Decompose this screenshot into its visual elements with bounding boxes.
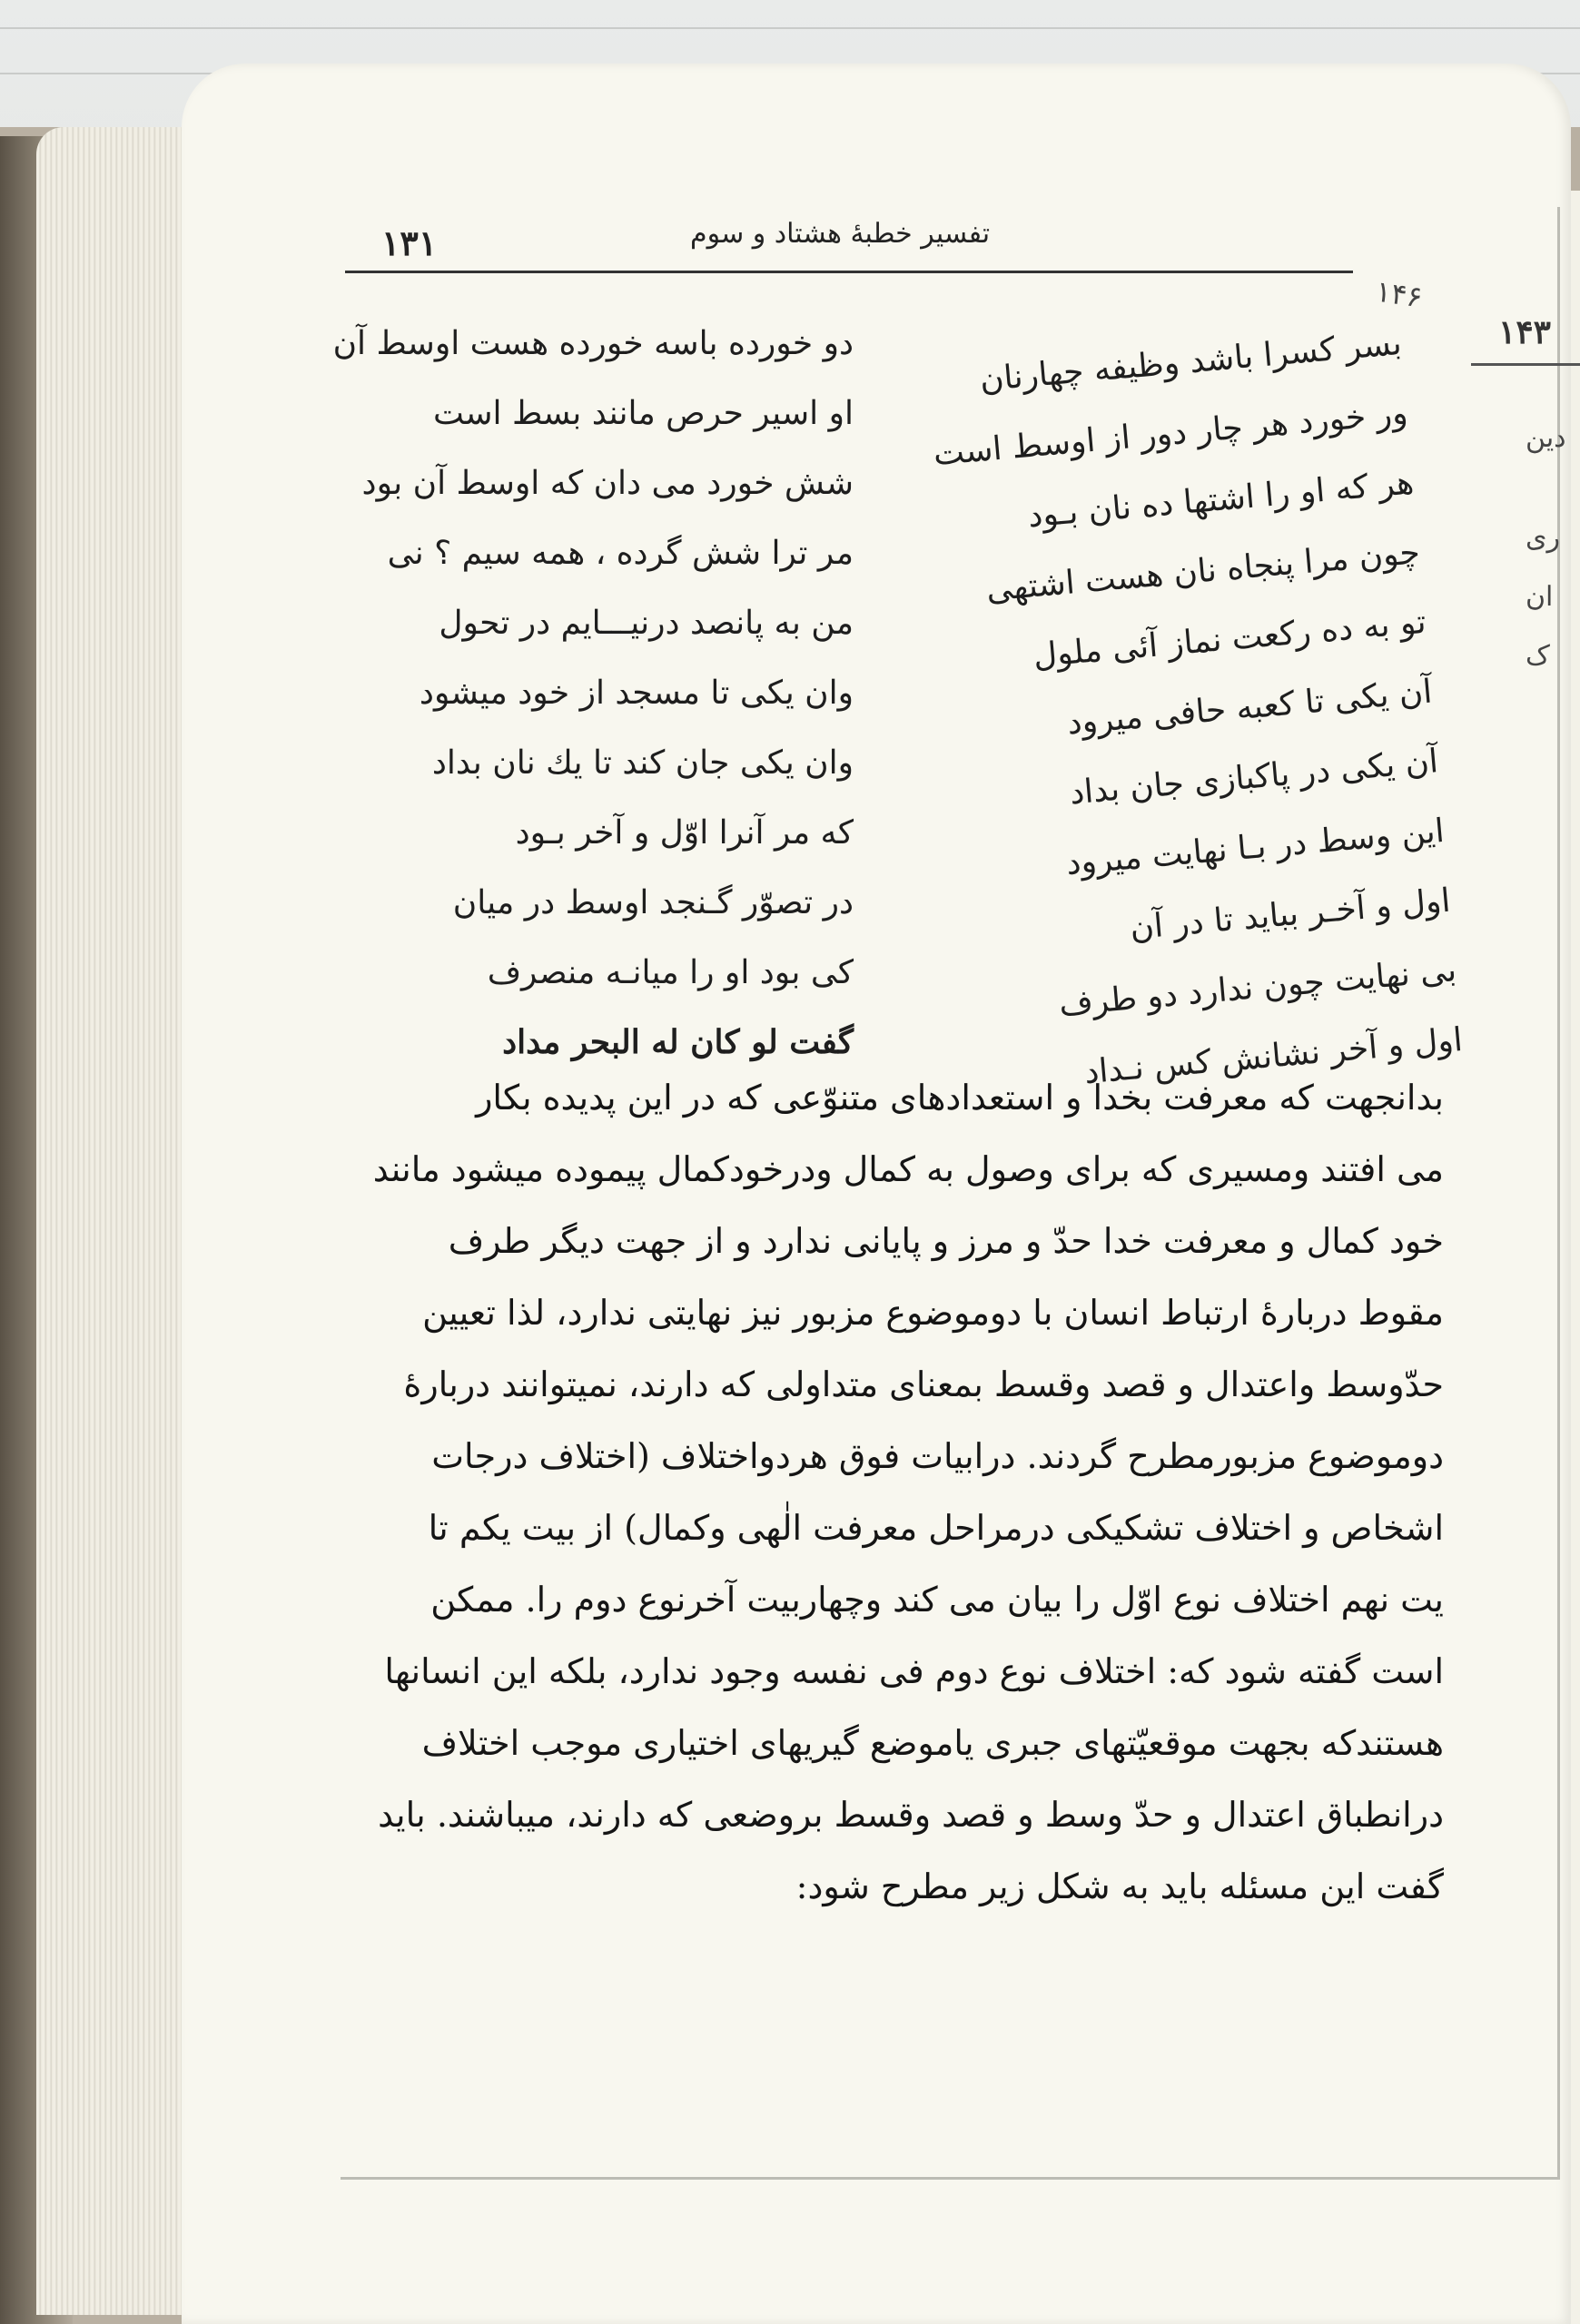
verse-line: بسر کسرا باشد وظیفه چهارنان: [978, 324, 1404, 399]
verse-line: مر ترا شش گرده ، همه سیم ؟ نی: [387, 535, 854, 572]
next-page-number: ۱۴۳: [1498, 313, 1552, 351]
verse-line: وان یکی تا مسجد از خود میشود: [419, 675, 854, 712]
next-page-fragment: ک: [1526, 640, 1550, 672]
verse-line: گفت لو کان له البحر مداد: [502, 1023, 854, 1061]
prose-line: است گفته شود که: اختلاف نوع دوم فی نفسه وجود ندارد، بلکه این انسانها: [384, 1651, 1444, 1691]
verse-line: وان یکی جان کند تا یك نان بداد: [431, 744, 854, 782]
verse-line: در تصوّر گـنجد اوسط در میان: [452, 884, 854, 921]
verse-line: آن یکی تا کعبه حافی میرود: [1065, 673, 1434, 743]
verse-line: آن یکی در پاکبازی جان بداد: [1068, 743, 1440, 812]
next-page-fragment: ری: [1526, 522, 1560, 554]
header-rule: [345, 271, 1353, 273]
next-page-rule: [1471, 363, 1580, 366]
poem-left-column: [332, 309, 854, 1078]
prose-line: بدانجهت که معرفت بخدا و استعدادهای متنوّعی که در این پدیده بکار: [476, 1078, 1444, 1118]
verse-line: کی بود او را میانـه منصرف: [487, 954, 854, 991]
poem-right-column: [928, 309, 1466, 1116]
verse-line: ور خورد هر چار دور از اوسط است: [932, 394, 1409, 474]
margin-note: ۱۴۶: [1373, 273, 1425, 315]
next-page-fragment: ان: [1526, 581, 1554, 613]
verse-line: اول و آخـر بباید تا در آن: [1128, 881, 1452, 948]
next-page-fragment: دين: [1526, 422, 1566, 454]
prose-line: گفت این مسئله باید به شکل زیر مطرح شود:: [795, 1866, 1444, 1906]
prose-line: یت نهم اختلاف نوع اوّل را بیان می کند وچهاربیت آخرنوع دوم را. ممکن: [430, 1580, 1444, 1620]
prose-line: می افتند ومسیری که برای وصول به کمال ودرخودکمال پیموده میشود مانند: [372, 1149, 1444, 1189]
verse-line: چون مرا پنجاه نان هست اشتهی: [984, 534, 1422, 609]
verse-line: بی نهایت چون ندارد دو طرف: [1057, 951, 1458, 1024]
background-line: [0, 27, 1580, 29]
page-number: ۱۳۱: [381, 222, 438, 263]
verse-line: دو خورده باسه خورده هست اوسط آن: [332, 325, 854, 362]
verse-line: که مر آنرا اوّل و آخر بـود: [515, 814, 854, 852]
prose-line: دوموضوع مزبورمطرح گردند. درابیات فوق هردواختلاف (اختلاف درجات: [431, 1436, 1444, 1476]
verse-line: اول و آخر نشانش کس نـداد: [1082, 1021, 1465, 1092]
verse-line: تو به ده رکعت نماز آئی ملول: [1032, 603, 1427, 675]
verse-line: هر که او را اشتها ده نان بـود: [1026, 464, 1416, 536]
verse-line: شش خورد می دان که اوسط آن بود: [361, 465, 854, 502]
verse-line: من به پانصد درنیـــایم در تحول: [439, 605, 854, 642]
prose-line: خود کمال و معرفت خدا حدّ و مرز و پایانی ندارد و از جهت دیگر طرف: [448, 1221, 1444, 1261]
verse-line: این وسط در بـا نهایت میرود: [1064, 812, 1447, 883]
prose-line: درانطباق اعتدال و حدّ وسط و قصد وقسط بروضعی که دارند، میباشند. باید: [378, 1795, 1444, 1835]
verse-line: او اسیر حرص مانند بسط است: [433, 395, 854, 432]
page-edges: [36, 127, 191, 2315]
prose-paragraph: [309, 1062, 1444, 1923]
prose-line: حدّوسط واعتدال و قصد وقسط بمعنای متداولی که دارند، نمیتوانند دربارهٔ: [403, 1364, 1444, 1404]
prose-line: اشخاص و اختلاف تشکیکی درمراحل معرفت الٰهی وکمال) از بیت یکم تا: [428, 1508, 1444, 1548]
prose-line: مقوط دربارهٔ ارتباط انسان با دوموضوع مزبور نیز نهایتی ندارد، لذا تعیین: [422, 1293, 1444, 1333]
running-header: تفسير خطبهٔ هشتاد و سوم: [690, 218, 991, 250]
prose-line: هستندکه بجهت موقعیّتهای جبری یاموضع گیریهای اختیاری موجب اختلاف: [421, 1723, 1444, 1763]
